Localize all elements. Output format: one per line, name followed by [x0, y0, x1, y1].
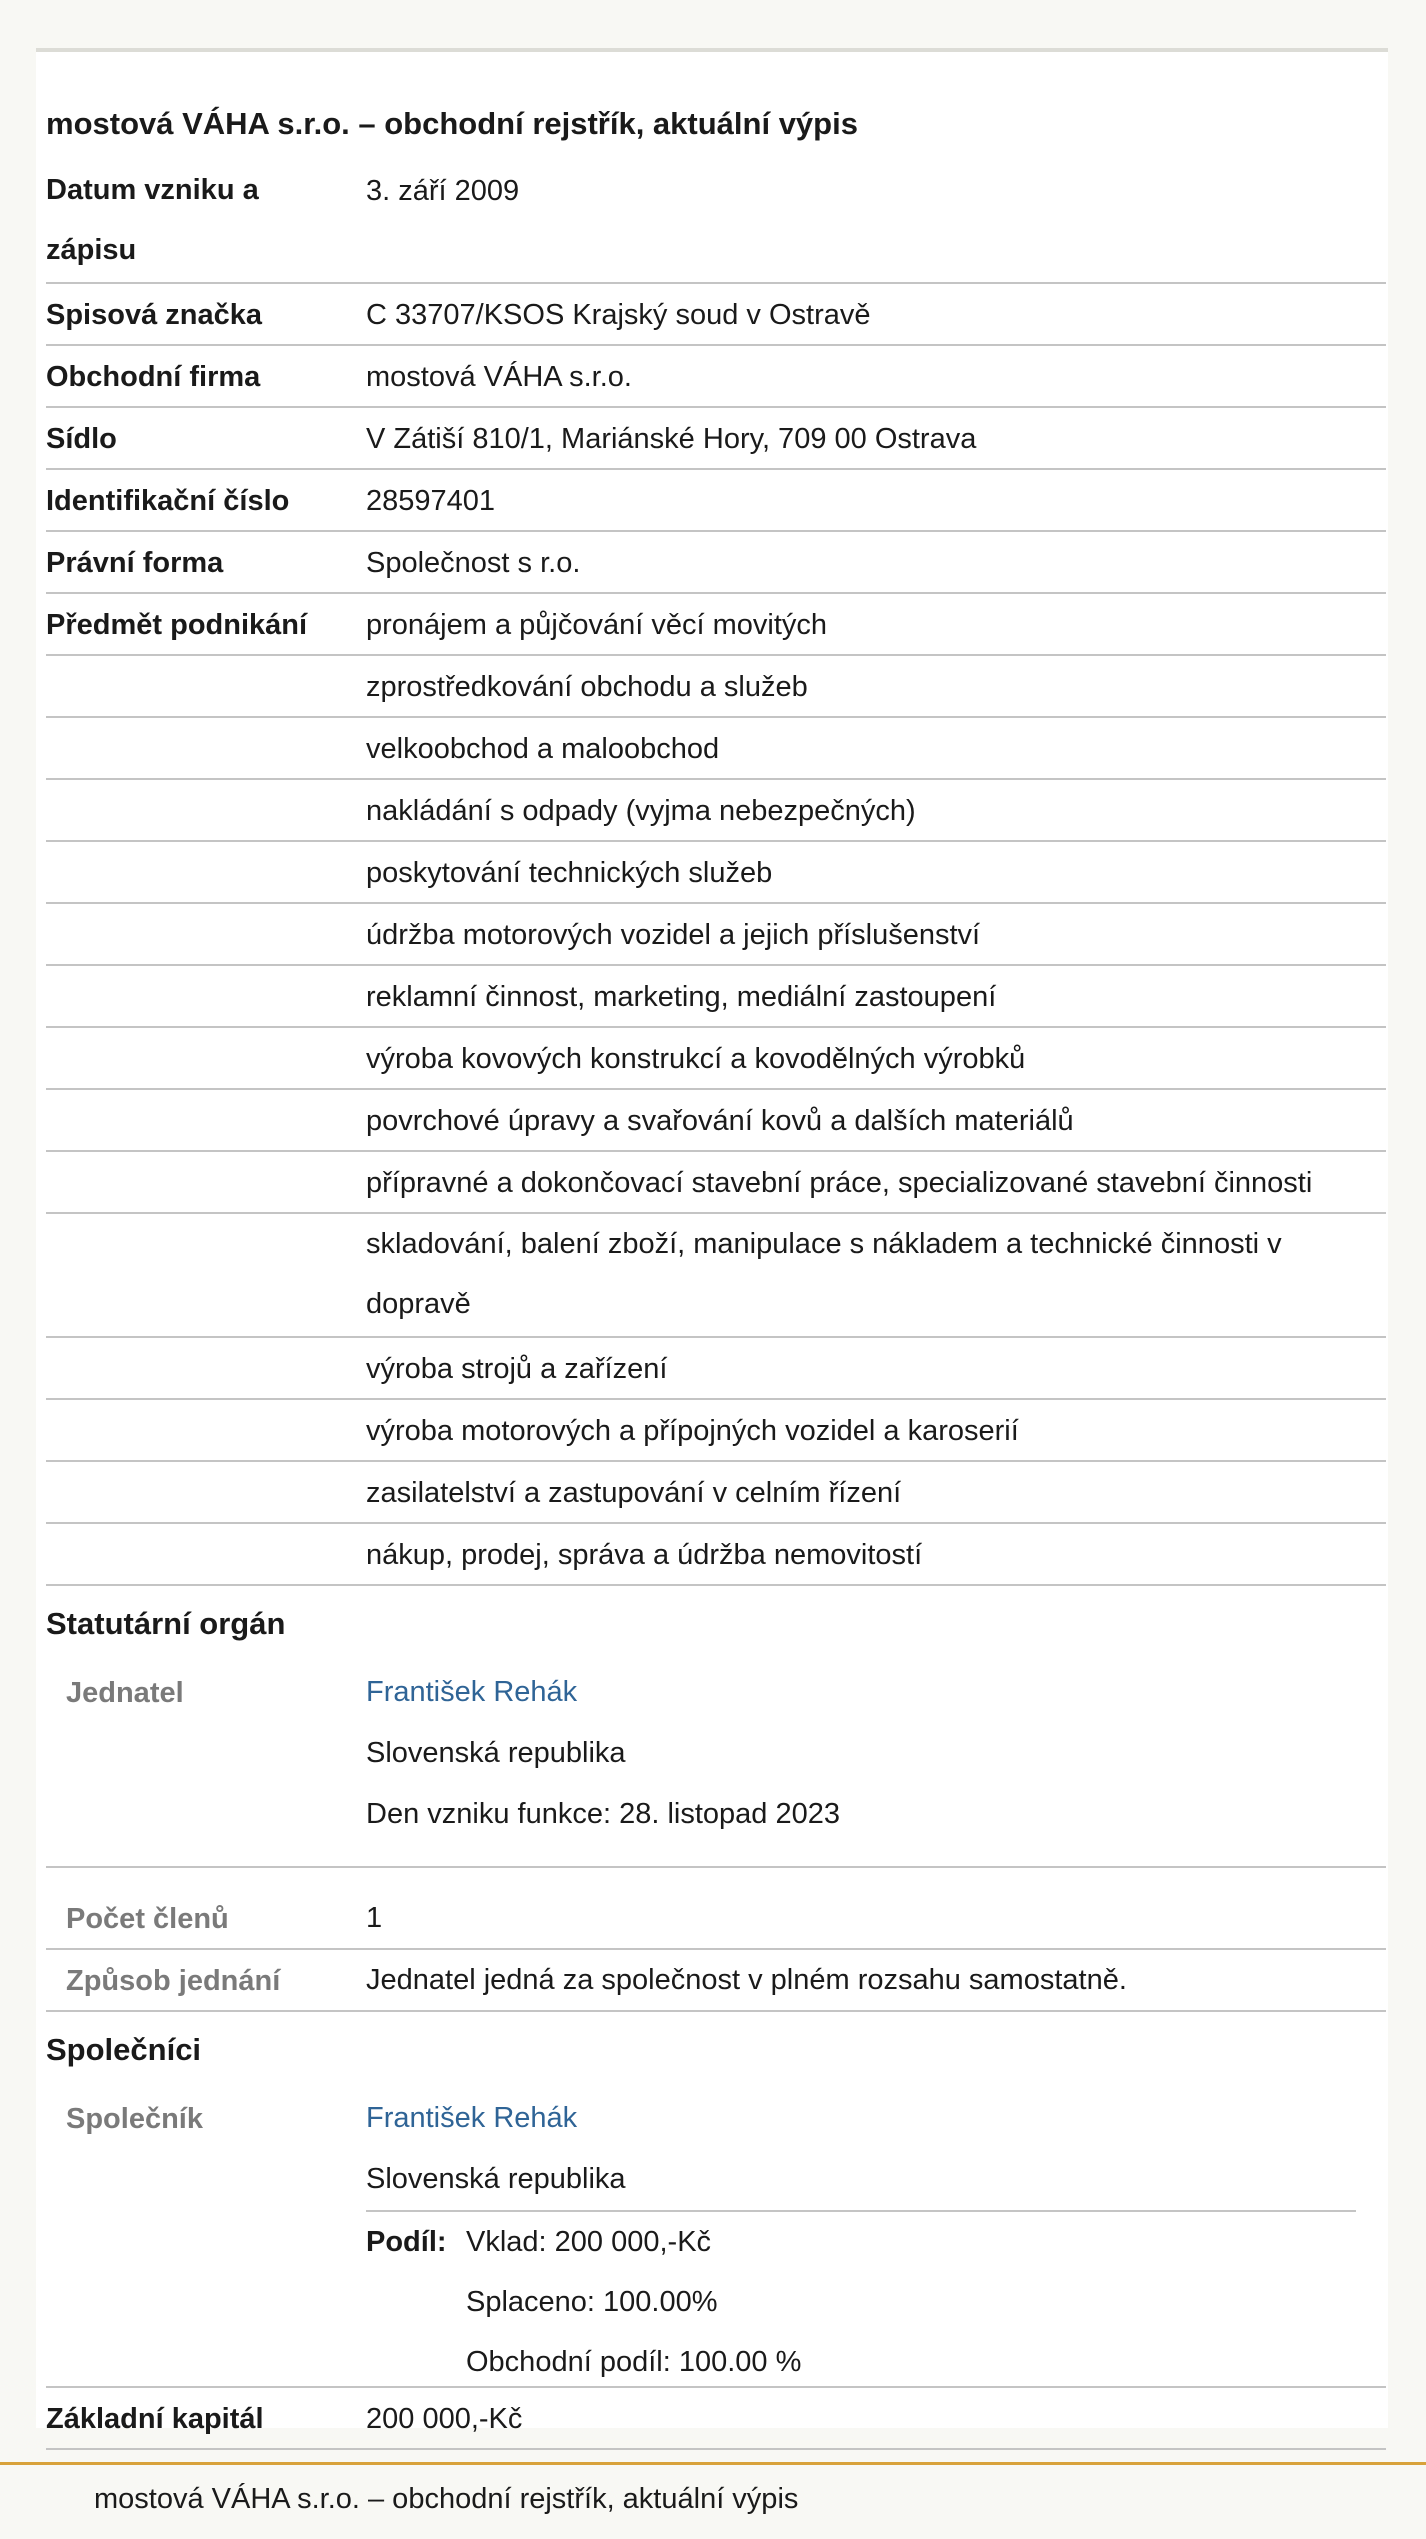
pocet-clenu-row [46, 1868, 1386, 1950]
predmet-value: poskytování technických služeb [366, 857, 773, 889]
predmet-value: zprostředkování obchodu a služeb [366, 671, 808, 703]
page-footer [0, 2462, 1426, 2539]
predmet-value: skladování, balení zboží, manipulace s nákladem a technické činnosti v dopravě [366, 1228, 1282, 1320]
spolecnik-block [46, 2088, 1386, 2388]
predmet-item [46, 1400, 1386, 1462]
predmet-value: údržba motorových vozidel a jejich příslušenství [366, 919, 981, 951]
predmet-item [46, 1338, 1386, 1400]
podil-obchodni-podil: Obchodní podíl: 100.00 % [466, 2346, 802, 2378]
predmet-value: přípravné a dokončovací stavební práce, specializované stavební činnosti [366, 1167, 1313, 1199]
row-value: 28597401 [366, 485, 496, 517]
spolecnik-label: Společník [66, 2103, 203, 2135]
predmet-value: výroba motorových a přípojných vozidel a karoserií [366, 1415, 1019, 1447]
row-label: Obchodní firma [46, 361, 261, 393]
predmet-item [46, 966, 1386, 1028]
row-sidlo [46, 408, 1386, 470]
record-table [46, 160, 1386, 2450]
pocet-clenu-values [366, 1888, 1386, 1949]
row-spisova-znacka [46, 284, 1386, 346]
predmet-value: výroba strojů a zařízení [366, 1353, 668, 1385]
spolecnik-name-link[interactable]: František Rehák [366, 2102, 578, 2134]
podil-splaceno: Splaceno: 100.00% [466, 2286, 718, 2318]
row-label: Identifikační číslo [46, 485, 290, 517]
jednatel-block [46, 1662, 1386, 1868]
predmet-value: zasilatelství a zastupování v celním řízení [366, 1477, 902, 1509]
row-label: Datum vzniku a zápisu [46, 174, 259, 266]
predmet-item [46, 842, 1386, 904]
predmet-value: povrchové úpravy a svařování kovů a dalších materiálů [366, 1105, 1074, 1137]
podil-vklad: Vklad: 200 000,-Kč [466, 2226, 712, 2258]
jednatel-name-link[interactable]: František Rehák [366, 1676, 578, 1708]
predmet-item [46, 1524, 1386, 1586]
predmet-value: reklamní činnost, marketing, mediální zastoupení [366, 981, 997, 1013]
row-value: mostová VÁHA s.r.o. [366, 361, 632, 393]
jednatel-values [366, 1662, 1386, 1845]
zpusob-jednani-row [46, 1950, 1386, 2012]
row-label: Základní kapitál [46, 2403, 264, 2435]
jednatel-since: Den vzniku funkce: 28. listopad 2023 [366, 1798, 840, 1830]
row-obchodni-firma [46, 346, 1386, 408]
predmet-item [46, 718, 1386, 780]
page-title: mostová VÁHA s.r.o. – obchodní rejstřík, aktuální výpis [46, 106, 858, 141]
predmet-item [46, 1028, 1386, 1090]
row-value: 3. září 2009 [366, 175, 520, 207]
section-spolecnici: Společníci [46, 2032, 202, 2067]
pocet-clenu-label: Počet členů [66, 1903, 229, 1935]
podil-label: Podíl: [366, 2226, 447, 2258]
predmet-item [46, 904, 1386, 966]
predmet-item [46, 780, 1386, 842]
predmet-item [46, 594, 1386, 656]
section-statutarni-organ: Statutární orgán [46, 1606, 286, 1641]
footer-text: mostová VÁHA s.r.o. – obchodní rejstřík, aktuální výpis [94, 2483, 799, 2515]
zpusob-jednani-value: Jednatel jedná za společnost v plném rozsahu samostatně. [366, 1964, 1127, 1996]
jednatel-country: Slovenská republika [366, 1737, 626, 1769]
spolecnik-country: Slovenská republika [366, 2163, 626, 2195]
row-label: Spisová značka [46, 299, 262, 331]
spolecnik-values [366, 2088, 1386, 2392]
predmet-item [46, 1214, 1386, 1338]
row-value: Společnost s r.o. [366, 547, 581, 579]
predmet-value: velkoobchod a maloobchod [366, 733, 720, 765]
predmet-value: nakládání s odpady (vyjma nebezpečných) [366, 795, 916, 827]
zpusob-jednani-values [366, 1950, 1386, 2011]
row-label: Právní forma [46, 547, 224, 579]
row-zakladni-kapital [46, 2388, 1386, 2450]
pocet-clenu-value: 1 [366, 1902, 383, 1934]
podil-values [466, 2212, 1356, 2392]
predmet-value: pronájem a půjčování věcí movitých [366, 609, 827, 641]
predmet-value: výroba kovových konstrukcí a kovodělných výrobků [366, 1043, 1026, 1075]
row-pravni-forma [46, 532, 1386, 594]
row-value: 200 000,-Kč [366, 2403, 523, 2435]
row-label: Sídlo [46, 423, 117, 455]
zpusob-jednani-label: Způsob jednání [66, 1965, 281, 1997]
row-value: C 33707/KSOS Krajský soud v Ostravě [366, 299, 871, 331]
record-card [36, 48, 1388, 2435]
predmet-label: Předmět podnikání [46, 609, 308, 641]
podil-block [366, 2210, 1356, 2392]
predmet-item [46, 656, 1386, 718]
row-datum-vzniku [46, 160, 1386, 284]
predmet-item [46, 1462, 1386, 1524]
row-value: V Zátiší 810/1, Mariánské Hory, 709 00 Ostrava [366, 423, 977, 455]
predmet-value: nákup, prodej, správa a údržba nemovitostí [366, 1539, 923, 1571]
predmet-item [46, 1090, 1386, 1152]
row-identifikacni-cislo [46, 470, 1386, 532]
jednatel-label: Jednatel [66, 1677, 184, 1709]
predmet-item [46, 1152, 1386, 1214]
